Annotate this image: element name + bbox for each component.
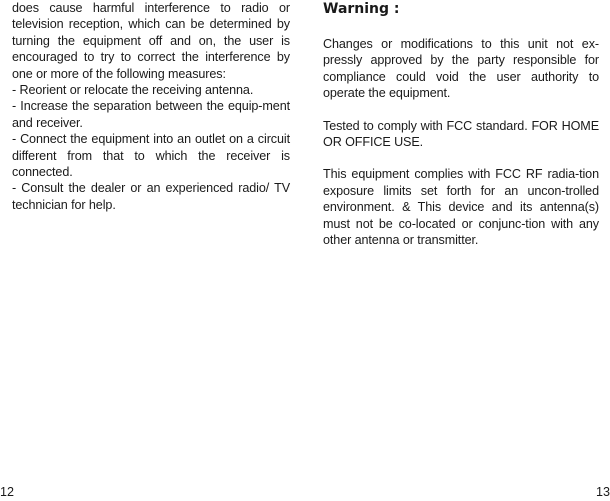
page-number-right: 13 [595, 485, 610, 499]
page-number-left: 12 [0, 485, 15, 499]
measure-reorient-antenna: - Reorient or relocate the receiving antenna. [12, 83, 254, 98]
left-column [12, 0, 290, 213]
warning-title: Warning : [323, 1, 400, 17]
modifications-paragraph: Changes or modifications to this unit not ex-pressly approved by the party responsible for compliance could void the user authority to operate the equipment. [323, 37, 599, 101]
spacer [323, 102, 599, 118]
spacer [323, 18, 599, 36]
rf-exposure-paragraph: This equipment complies with FCC RF radia-tion exposure limits set forth for an uncon-trolled environment. & This device and its antenna(s) must not be co-located or conjunc-tion with any other antenna or transmitter. [323, 167, 599, 248]
right-column [323, 0, 599, 248]
interference-paragraph: does cause harmful interference to radio or television reception, which can be determined by turning the equipment off and on, the user is encouraged to try to correct the interference by one or more of the following measures: [12, 1, 290, 81]
spacer [323, 150, 599, 166]
fcc-standard-paragraph: Tested to comply with FCC standard. FOR HOME OR OFFICE USE. [323, 118, 599, 150]
measure-different-circuit: - Connect the equipment into an outlet on a circuit different from that to which the receiver is connected. [12, 132, 290, 180]
measure-increase-separation: - Increase the separation between the equip-ment and receiver. [12, 99, 290, 130]
measure-consult-dealer: - Consult the dealer or an experienced radio/ TV technician for help. [12, 181, 290, 212]
